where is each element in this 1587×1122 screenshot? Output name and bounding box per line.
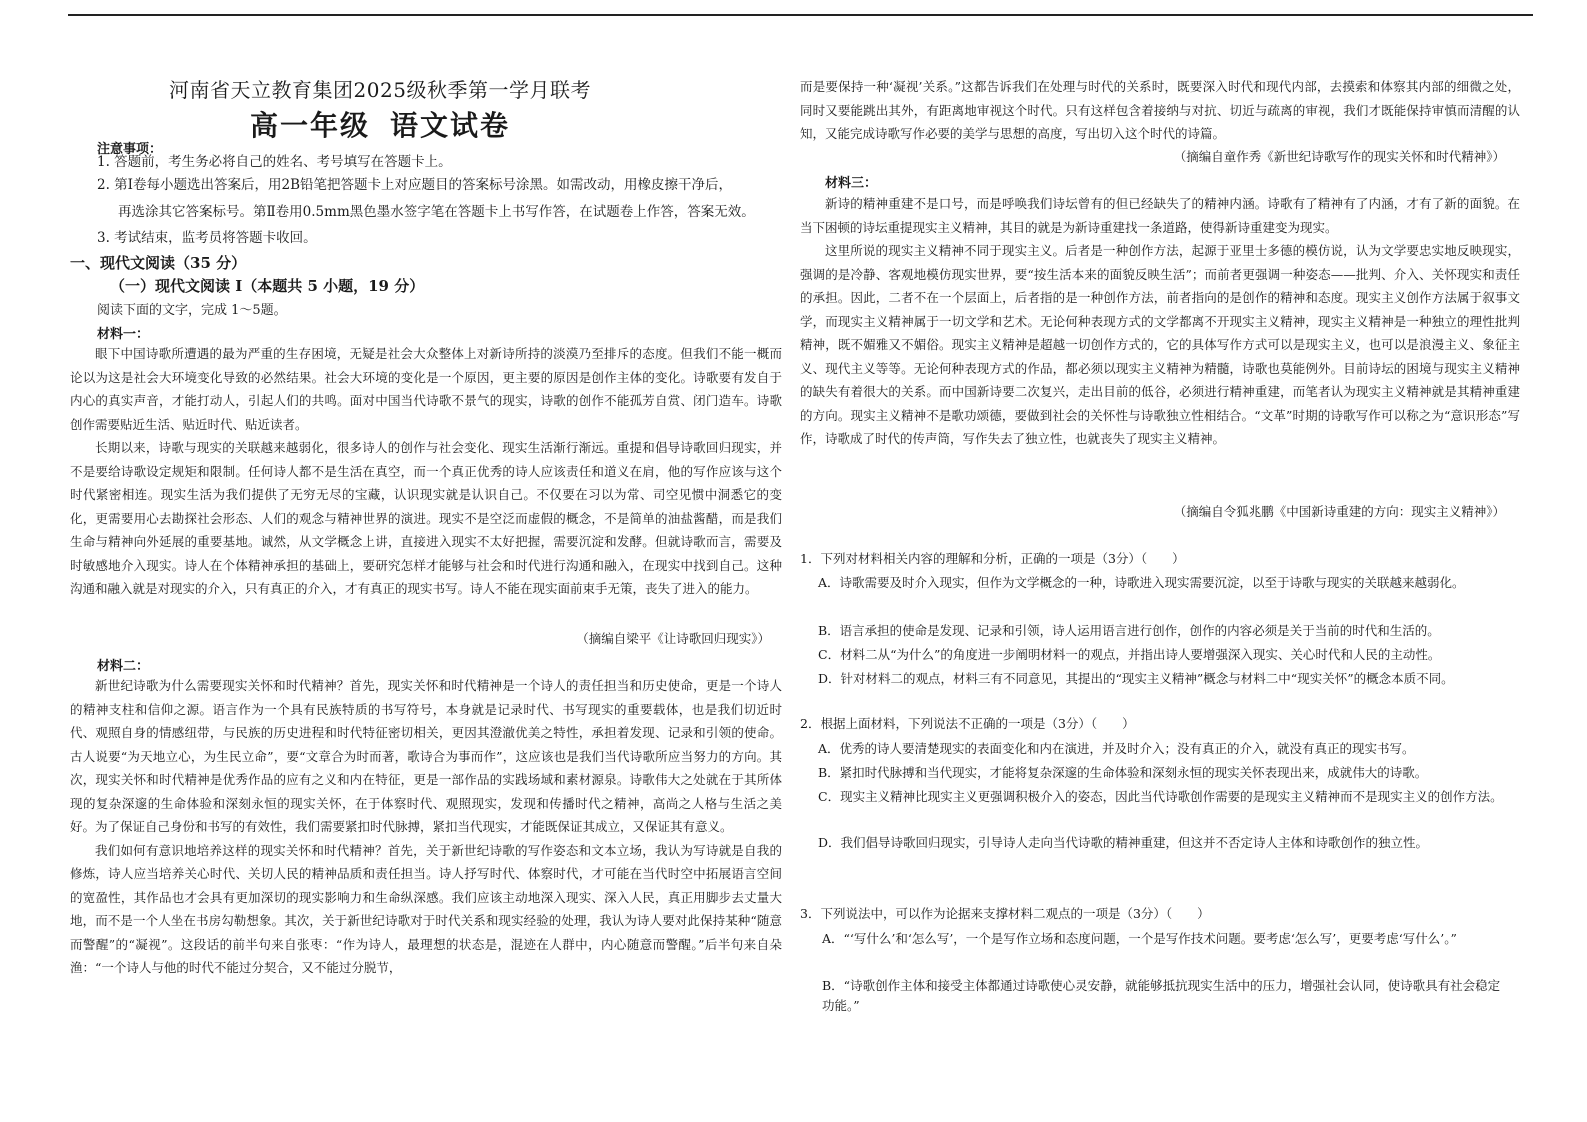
section-heading: 一、现代文阅读（35 分） [70,254,247,272]
material1-heading: 材料一： [97,327,150,342]
material2-heading: 材料二： [97,659,150,674]
note-2b: 再选涂其它答案标号。第Ⅱ卷用0.5mm黑色墨水签字笔在答题卡上书写作答，在试题卷上作答，答案无效。 [118,204,755,220]
question-2-option-d: D．我们倡导诗歌回归现实，引导诗人走向当代诗歌的精神重建，但这并不否定诗人主体和诗歌创作的独立性。 [818,835,1429,850]
question-3-option-a: A．“‘写什么’和‘怎么写’，一个是写作立场和态度问题，一个是写作技术问题。要考虑‘怎么写’，更要考虑‘写什么’。” [822,931,1457,946]
question-3: 3．下列说法中，可以作为论据来支撑材料二观点的一项是（3分）（ ） [800,906,1210,921]
question-1-option-d: D．针对材料二的观点，材料三有不同意见，其提出的“现实主义精神”概念与材料二中“现实关怀”的概念本质不同。 [818,671,1454,686]
note-3: 3. 考试结束，监考员将答题卡收回。 [97,230,317,246]
note-2a: 2. 第Ⅰ卷每小题选出答案后，用2B铅笔把答题卡上对应题目的答案标号涂黑。如需改动，用橡皮擦干净后， [97,177,733,193]
material1-para2: 长期以来，诗歌与现实的关联越来越弱化，很多诗人的创作与社会变化、现实生活渐行渐远。重提和倡导诗歌回归现实，并不是要给诗歌设定规矩和限制。任何诗人都不是生活在真空，而一个真正优秀的诗人应该责任和道义在肩，他的写作应该与这个时代紧密相连。现实生活为我们提供了无穷无尽的宝藏，认识现实就是认识自己。不仅要在习以为常、司空见惯中洞悉它的变化，更需要用心去勘探社会形态、人们的观念与精神世界的演进。现实不是空泛而虚假的概念，不是简单的油盐酱醋，而是我们生命与精神向外延展的重要基地。诚然，从文学概念上讲，直接进入现实不太好把握，需要沉淀和发酵。但就诗歌而言，需要及时敏感地介入现实。诗人在个体精神承担的基础上，要研究怎样才能够与社会和时代进行沟通和融入，在现实中找到自己。这种沟通和融入就是对现实的介入，只有真正的介入，才有真正的现实书写。诗人不能在现实面前束手无策，丧失了进入的能力。 [70,440,782,596]
instructions: 阅读下面的文字，完成 1～5题。 [97,303,287,318]
material3-para1: 新诗的精神重建不是口号，而是呼唤我们诗坛曾有的但已经缺失了的精神内涵。诗歌有了精神有了内涵，才有了新的面貌。在当下困顿的诗坛重提现实主义精神，其目的就是为新诗重建找一条道路，使得新诗重建变为现实。 [800,196,1520,235]
question-1-option-a: A．诗歌需要及时介入现实，但作为文学概念的一种，诗歌进入现实需要沉淀，以至于诗歌与现实的关联越来越弱化。 [818,575,1465,590]
material3-heading: 材料三： [825,176,878,191]
subject-label: 语文试卷 [390,109,511,142]
material1-source: （摘编自梁平《让诗歌回归现实》） [576,631,770,646]
question-1-option-b: B．语言承担的使命是发现、记录和引领，诗人运用语言进行创作，创作的内容必须是关于当前的时代和生活的。 [818,623,1440,638]
grade-label: 高一年级 [249,109,370,142]
question-2-option-b: B．紧扣时代脉搏和当代现实，才能将复杂深邃的生命体验和深刻永恒的现实关怀表现出来，成就伟大的诗歌。 [818,765,1428,780]
material2-para1: 新世纪诗歌为什么需要现实关怀和时代精神？首先，现实关怀和时代精神是一个诗人的责任担当和历史使命，更是一个诗人的精神支柱和信仰之源。语言作为一个具有民族特质的书写符号，本身就是记录时代、书写现实的重要载体，也是我们切近时代、观照自身的情感纽带，与民族的历史进程和时代特征密切相关，更因其澄澈优美之特性，承担着发现、记录和引领的使命。古人说要“为天地立心，为生民立命”，要“文章合为时而著，歌诗合为事而作”，这应该也是我们当代诗歌所应当努力的方向。其次，现实关怀和时代精神是优秀作品的应有之义和内在特征，更是一部作品的实践场域和素材源泉。诗歌伟大之处就在于其所体现的复杂深邃的生命体验和深刻永恒的现实关怀，在于体察时代、观照现实，发现和传播时代之精神，高尚之人格与生活之美好。为了保证自己身份和书写的有效性，我们需要紧扣时代脉搏，紧扣当代现实，才能既保证其成立，又保证其有意义。 [70,678,782,834]
question-2-option-c: C．现实主义精神比现实主义更强调积极介入的姿态，因此当代诗歌创作需要的是现实主义精神而不是现实主义的创作方法。 [818,789,1503,804]
notes-heading: 注意事项： [97,142,163,157]
subsection-heading: （一）现代文阅读 Ⅰ（本题共 5 小题，19 分） [110,277,425,295]
material2-body [70,674,782,980]
material3-body [800,192,1520,451]
material3-source: （摘编自令狐兆鹏《中国新诗重建的方向：现实主义精神》） [1173,504,1505,519]
material2-para2-cont: 而是要保持一种‘凝视’关系。”这都告诉我们在处理与时代的关系时，既要深入时代和现代内部，去摸索和体察其内部的细微之处，同时又要能跳出其外，有距离地审视这个时代。只有这样包含着接纳与对抗、切近与疏离的审视，我们才既能保持审慎而清醒的认知，又能完成诗歌写作必要的美学与思想的高度，写出切入这个时代的诗篇。 [800,79,1520,141]
material2-continued [800,75,1520,146]
material2-para2: 我们如何有意识地培养这样的现实关怀和时代精神？首先，关于新世纪诗歌的写作姿态和文本立场，我认为写诗就是自我的修炼，诗人应当培养关心时代、关切人民的精神品质和责任担当。诗人抒写时代、体察时代，才可能在当代时空中拓展语言空间的宽盈性，其作品也才会具有更加深切的现实影响力和生命纵深感。我们应该主动地深入现实、深入人民，真正用脚步去丈量大地，而不是一个人坐在书房勾勒想象。其次，关于新世纪诗歌对于时代关系和现实经验的处理，我认为诗人要对此保持某种“随意而警醒”的“凝视”。这段话的前半句来自张枣：“作为诗人，最理想的状态是，混迹在人群中，内心随意而警醒。”后半句来自朵渔：“一个诗人与他的时代不能过分契合，又不能过分脱节， [70,842,782,975]
question-2: 2．根据上面材料，下列说法不正确的一项是（3分）（ ） [800,716,1135,731]
material3-para2: 这里所说的现实主义精神不同于现实主义。后者是一种创作方法，起源于亚里士多德的模仿说，认为文学要忠实地反映现实，强调的是冷静、客观地模仿现实世界，要“按生活本来的面貌反映生活”；而前者更强调一种姿态——批判、介入、关怀现实和责任的承担。因此，二者不在一个层面上，后者指的是一种创作方法，前者指向的是创作的精神和态度。现实主义创作方法属于叙事文学，而现实主义精神属于一切文学和艺术。无论何种表现方式的文学都离不开现实主义精神，现实主义精神是一种独立的理性批判精神，既不媚雅又不媚俗。现实主义精神是超越一切创作方式的，它的具体写作方式可以是现实主义，也可以是浪漫主义、象征主义、现代主义等等。无论何种表现方式的作品，都必须以现实主义精神为精髓，诗歌也莫能例外。目前诗坛的困境与现实主义精神的缺失有着很大的关系。而中国新诗要二次复兴，走出目前的低谷，必须进行精神重建，而笔者认为现实主义精神就是其精神重建的方向。现实主义精神不是歌功颂德，要做到社会的关怀性与诗歌独立性相结合。“文革”时期的诗歌写作可以称之为“意识形态”写作，诗歌成了时代的传声筒，写作失去了独立性，也就丧失了现实主义精神。 [800,243,1520,446]
material1-para1: 眼下中国诗歌所遭遇的最为严重的生存困境，无疑是社会大众整体上对新诗所持的淡漠乃至排斥的态度。但我们不能一概而论以为这是社会大环境变化导致的必然结果。社会大环境的变化是一个原因，更主要的原因是创作主体的变化。诗歌要有发自于内心的真实声音，才能打动人，引起人们的共鸣。面对中国当代诗歌不景气的现实，诗歌的创作不能孤芳自赏、闭门造车。诗歌创作需要贴近生活、贴近时代、贴近读者。 [70,346,782,432]
question-1-option-c: C．材料二从“为什么”的角度进一步阐明材料一的观点，并指出诗人要增强深入现实、关心时代和人民的主动性。 [818,647,1441,662]
exam-title: 河南省天立教育集团2025级秋季第一学月联考 [169,78,591,102]
question-2-option-a: A．优秀的诗人要清楚现实的表面变化和内在演进，并及时介入；没有真正的介入，就没有真正的现实书写。 [818,741,1415,756]
question-1: 1．下列对材料相关内容的理解和分析，正确的一项是（3分）（ ） [800,551,1185,566]
question-3-option-b: B．“诗歌创作主体和接受主体都通过诗歌使心灵安静，就能够抵抗现实生活中的压力，增强社会认同，使诗歌具有社会稳定功能。” [822,978,1501,1013]
material2-source: （摘编自童作秀《新世纪诗歌写作的现实关怀和时代精神》） [1173,149,1505,164]
note-1: 1. 答题前，考生务必将自己的姓名、考号填写在答题卡上。 [97,154,452,170]
header-rule [68,14,1533,16]
material1-body [70,342,782,601]
exam-subtitle [150,104,610,144]
